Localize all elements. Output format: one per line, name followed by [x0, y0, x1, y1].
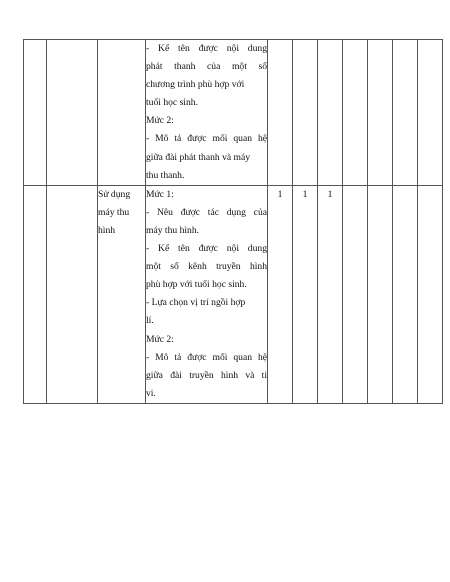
question-count-cell: 1 [293, 185, 318, 403]
question-count-cell [393, 40, 418, 186]
description-line: lí. [146, 315, 154, 327]
question-count-cell [343, 40, 368, 186]
table-row [24, 185, 443, 403]
description-line: giữa đài phát thanh và máy [146, 151, 251, 163]
question-count-cell [368, 40, 393, 186]
description-line: - Nêu được tác dụng của [146, 206, 267, 218]
description-line: phát thanh của một số [146, 61, 267, 73]
description-line: Mức 2: [146, 333, 174, 345]
question-count-cell [418, 40, 443, 186]
description-line: - Kể tên được nội dung [146, 43, 267, 54]
table-row [24, 40, 443, 186]
description-line: thu thanh. [146, 169, 185, 181]
description-line: Mức 1: [146, 188, 174, 200]
col-subject-cell [47, 40, 98, 186]
description-line: tuổi học sinh. [146, 97, 198, 109]
question-count-cell: 1 [318, 185, 343, 403]
topic-cell [98, 40, 146, 186]
question-count-cell [368, 185, 393, 403]
matrix-body [24, 40, 443, 404]
question-count-cell [293, 40, 318, 186]
question-count-cell [393, 185, 418, 403]
topic-line: Sử dụng [98, 188, 131, 200]
requirement-description-cell [146, 40, 268, 186]
col-index-cell [24, 185, 47, 403]
question-count-cell [343, 185, 368, 403]
topic-line: máy thu [98, 206, 130, 218]
topic-line: hình [98, 224, 116, 236]
col-index-cell [24, 40, 47, 186]
description-line: giữa đài truyền hình và ti [146, 369, 267, 381]
description-line: - Kể tên được nội dung [146, 243, 267, 255]
col-subject-cell [47, 185, 98, 403]
description-line: - Mô tả được mối quan hệ [146, 133, 267, 145]
description-line: Mức 2: [146, 115, 174, 127]
question-count-cell [268, 40, 293, 186]
requirement-description-cell [146, 185, 268, 403]
question-count-cell [418, 185, 443, 403]
description-line: - Lựa chọn vị trí ngồi hợp [146, 297, 246, 309]
description-line: - Mô tả được mối quan hệ [146, 351, 267, 363]
description-line: một số kênh truyền hình [146, 261, 267, 273]
question-count-cell: 1 [268, 185, 293, 403]
assessment-matrix-table [23, 39, 443, 404]
description-line: vi. [146, 387, 156, 399]
description-line: phù hợp với tuổi học sinh. [146, 279, 247, 291]
topic-cell [98, 185, 146, 403]
description-line: chương trình phù hợp với [146, 79, 245, 91]
description-line: máy thu hình. [146, 224, 200, 236]
question-count-cell [318, 40, 343, 186]
